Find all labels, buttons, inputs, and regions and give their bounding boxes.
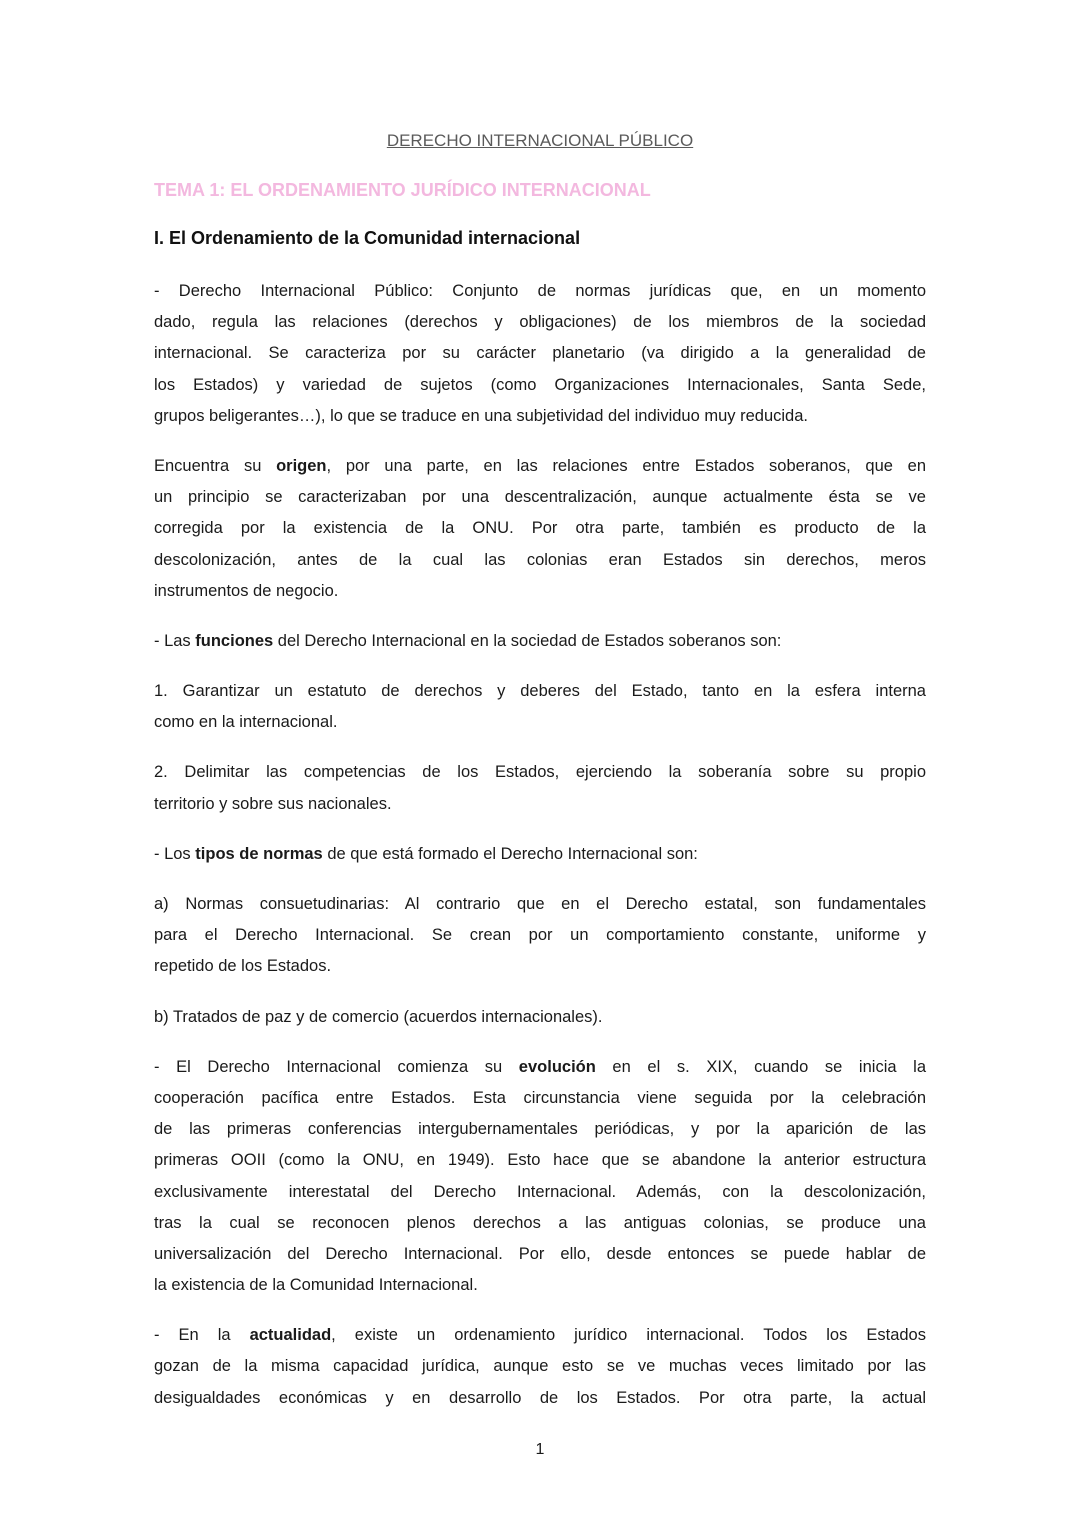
text-line	[154, 920, 926, 951]
text-line	[154, 451, 926, 482]
text-line	[154, 370, 926, 401]
text-run: gozan de la misma capacidad jurídica, aunque esto se ve muchas veces limitado por las	[154, 1357, 926, 1376]
text-line	[154, 626, 926, 657]
bold-term: funciones	[195, 631, 274, 650]
text-run: 2. Delimitar las competencias de los Estados, ejerciendo la soberanía sobre su propio	[154, 763, 926, 782]
text-run: repetido de los Estados.	[154, 957, 332, 976]
text-run: 1. Garantizar un estatuto de derechos y deberes del Estado, tanto en la esfera interna	[154, 682, 926, 701]
paragraph	[154, 276, 926, 432]
document-body	[154, 276, 926, 1433]
text-line	[154, 1270, 926, 1301]
text-line	[154, 757, 926, 788]
text-run: los Estados) y variedad de sujetos (como Organizaciones Internacionales, Santa Sede,	[154, 375, 926, 394]
text-run: desigualdades económicas y en desarrollo de los Estados. Por otra parte, la actual	[154, 1388, 926, 1407]
text-run: dado, regula las relaciones (derechos y obligaciones) de los miembros de la sociedad	[154, 313, 926, 332]
text-run: la existencia de la Comunidad Internacional.	[154, 1276, 478, 1295]
text-run: de que está formado el Derecho Internacional son:	[322, 844, 698, 863]
paragraph	[154, 451, 926, 607]
text-run: como en la internacional.	[154, 713, 338, 732]
document-title: DERECHO INTERNACIONAL PÚBLICO	[386, 131, 694, 150]
text-line	[154, 513, 926, 544]
text-run: , existe un ordenamiento jurídico internacional. Todos los Estados	[331, 1326, 926, 1345]
text-run: - Derecho Internacional Público: Conjunto de normas jurídicas que, en un momento	[154, 282, 926, 300]
text-run: universalización del Derecho Internacional. Por ello, desde entonces se puede hablar de	[154, 1244, 926, 1263]
bold-term: origen	[276, 456, 327, 475]
text-line	[154, 1351, 926, 1382]
text-run: b) Tratados de paz y de comercio (acuerdos internacionales).	[154, 1007, 603, 1026]
text-line	[154, 1052, 926, 1083]
text-line	[154, 1383, 926, 1414]
text-line	[154, 1145, 926, 1176]
text-run: , por una parte, en las relaciones entre Estados soberanos, que en	[326, 456, 927, 475]
text-line	[154, 1114, 926, 1145]
paragraph	[154, 889, 926, 983]
text-line	[154, 1239, 926, 1270]
text-line	[154, 676, 926, 707]
paragraph	[154, 1052, 926, 1302]
text-line	[154, 338, 926, 369]
text-line	[154, 482, 926, 513]
document-title-wrap	[0, 131, 1080, 151]
text-line	[154, 951, 926, 982]
chapter-heading: TEMA 1: EL ORDENAMIENTO JURÍDICO INTERNACIONAL	[154, 180, 651, 200]
text-line	[154, 1002, 926, 1033]
text-run: territorio y sobre sus nacionales.	[154, 794, 392, 813]
text-line	[154, 1320, 926, 1351]
text-line	[154, 889, 926, 920]
text-line	[154, 576, 926, 607]
text-line	[154, 545, 926, 576]
paragraph	[154, 1002, 926, 1033]
text-run: a) Normas consuetudinarias: Al contrario que en el Derecho estatal, son fundamentales	[154, 895, 926, 913]
text-run: corregida por la existencia de la ONU. Por otra parte, también es producto de la	[154, 519, 926, 538]
text-run: - Las	[154, 631, 196, 650]
text-line	[154, 401, 926, 432]
text-run: Encuentra su	[154, 456, 277, 475]
text-run: un principio se caracterizaban por una descentralización, aunque actualmente ésta se ve	[154, 488, 926, 507]
bold-term: evolución	[518, 1057, 596, 1076]
text-line	[154, 1083, 926, 1114]
section-heading: I. El Ordenamiento de la Comunidad internacional	[154, 228, 581, 248]
text-line	[154, 307, 926, 338]
text-line	[154, 839, 926, 870]
text-line	[154, 1208, 926, 1239]
paragraph	[154, 1320, 926, 1414]
text-run: - El Derecho Internacional comienza su	[154, 1057, 519, 1076]
paragraph	[154, 676, 926, 738]
text-run: - En la	[154, 1326, 250, 1345]
text-run: primeras OOII (como la ONU, en 1949). Esto hace que se abandone la anterior estructura	[154, 1151, 926, 1170]
paragraph	[154, 757, 926, 819]
bold-term: tipos de normas	[195, 844, 323, 863]
paragraph	[154, 626, 926, 657]
text-run: para el Derecho Internacional. Se crean por un comportamiento constante, uniforme y	[154, 926, 926, 945]
text-line	[154, 1177, 926, 1208]
page-number: 1	[535, 1441, 545, 1458]
text-line	[154, 789, 926, 820]
text-run: en el s. XIX, cuando se inicia la	[595, 1057, 927, 1076]
text-run: instrumentos de negocio.	[154, 581, 339, 600]
text-run: - Los	[154, 844, 196, 863]
text-run: de las primeras conferencias intergubernamentales periódicas, y por la aparición de las	[154, 1120, 926, 1139]
text-line	[154, 707, 926, 738]
text-run: exclusivamente interestatal del Derecho Internacional. Además, con la descolonización,	[154, 1182, 926, 1201]
bold-term: actualidad	[249, 1326, 332, 1345]
text-run: internacional. Se caracteriza por su carácter planetario (va dirigido a la generalidad de	[154, 344, 926, 363]
text-run: tras la cual se reconocen plenos derechos a las antiguas colonias, se produce una	[154, 1213, 926, 1232]
text-run: grupos beligerantes…), lo que se traduce en una subjetividad del individuo muy reducida.	[154, 406, 808, 425]
paragraph	[154, 839, 926, 870]
text-run: cooperación pacífica entre Estados. Esta circunstancia viene seguida por la celebración	[154, 1088, 926, 1107]
text-line	[154, 276, 926, 307]
text-run: descolonización, antes de la cual las colonias eran Estados sin derechos, meros	[154, 550, 926, 569]
text-run: del Derecho Internacional en la sociedad de Estados soberanos son:	[273, 631, 782, 650]
